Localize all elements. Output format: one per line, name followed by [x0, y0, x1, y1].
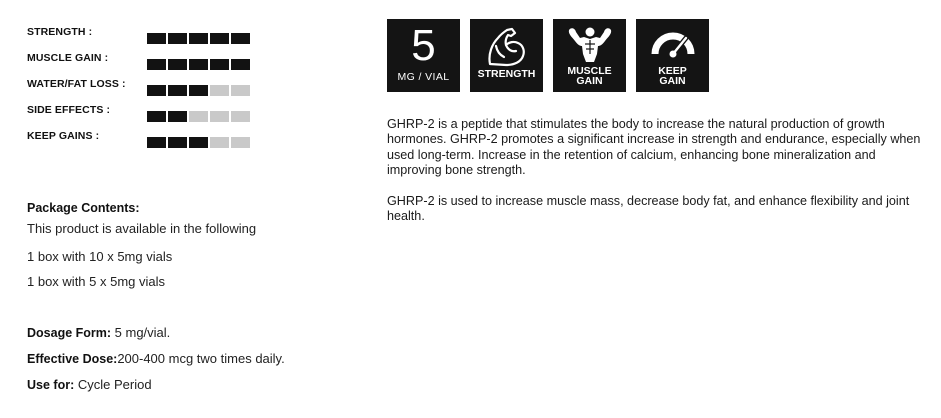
rating-segment-filled — [168, 59, 187, 70]
rating-label: MUSCLE GAIN : — [27, 52, 109, 64]
muscle-gain-badge — [553, 19, 626, 92]
muscle-gain-caption-line1: MUSCLE — [567, 65, 612, 77]
dosage-form-label: Dosage Form: — [27, 326, 112, 340]
package-contents — [27, 201, 256, 299]
rating-bar — [147, 137, 250, 148]
rating-segment-filled — [168, 85, 187, 96]
package-title: Package Contents: — [27, 201, 140, 215]
dosage-form-row — [27, 325, 285, 351]
package-option: 1 box with 10 x 5mg vials — [27, 249, 173, 264]
rating-segment-filled — [147, 137, 166, 148]
strength-caption: STRENGTH — [477, 68, 536, 80]
rating-label: WATER/FAT LOSS : — [27, 78, 126, 90]
rating-segment-filled — [147, 111, 166, 122]
bodybuilder-icon — [567, 24, 613, 66]
package-option: 1 box with 5 x 5mg vials — [27, 274, 166, 289]
rating-segment-filled — [168, 33, 187, 44]
use-for-label: Use for: — [27, 378, 75, 392]
product-description — [387, 117, 929, 239]
rating-segment-filled — [210, 33, 229, 44]
rating-bar — [147, 59, 250, 70]
rating-label: SIDE EFFECTS : — [27, 104, 111, 116]
rating-segment-empty — [189, 111, 208, 122]
dose-badge — [387, 19, 460, 92]
speedometer-icon — [650, 24, 696, 64]
rating-segment-filled — [189, 85, 208, 96]
rating-segment-filled — [168, 137, 187, 148]
use-for-value: Cycle Period — [74, 377, 152, 392]
rating-segment-empty — [231, 85, 250, 96]
effective-dose-row — [27, 351, 285, 377]
rating-bar — [147, 111, 250, 122]
rating-label: STRENGTH : — [27, 26, 93, 38]
package-intro: This product is available in the following — [27, 221, 257, 236]
rating-bar — [147, 33, 250, 44]
rating-segment-empty — [210, 111, 229, 122]
description-paragraph: GHRP-2 is used to increase muscle mass, decrease body fat, and enhance flexibility and joint health. — [387, 193, 910, 224]
dose-unit: MG / VIAL — [397, 71, 450, 83]
rating-label: KEEP GAINS : — [27, 130, 100, 142]
rating-segment-filled — [231, 33, 250, 44]
flexed-arm-icon — [484, 24, 530, 70]
rating-segment-filled — [147, 59, 166, 70]
effective-dose-value: 200-400 mcg two times daily. — [117, 351, 285, 366]
dose-number: 5 — [411, 21, 436, 70]
keep-gain-badge — [636, 19, 709, 92]
rating-segment-empty — [231, 111, 250, 122]
rating-segment-filled — [147, 85, 166, 96]
dosage-form-value: 5 mg/vial. — [111, 325, 171, 340]
rating-bar — [147, 85, 250, 96]
dosage-info — [27, 325, 285, 403]
rating-segment-filled — [231, 59, 250, 70]
strength-badge — [470, 19, 543, 92]
rating-segment-empty — [210, 85, 229, 96]
effective-dose-label: Effective Dose: — [27, 352, 118, 366]
description-paragraph: GHRP-2 is a peptide that stimulates the body to increase the natural production of growth hormones. GHRP-2 promotes a significant increase in strength and endurance, especially when used long-term. Increase in the retention of calcium, enhancing bone mineralization and improving bone strength. — [387, 117, 921, 178]
rating-segment-filled — [189, 137, 208, 148]
muscle-gain-caption-line2: GAIN — [576, 75, 603, 87]
rating-segment-filled — [189, 33, 208, 44]
rating-segment-filled — [210, 59, 229, 70]
rating-segment-filled — [147, 33, 166, 44]
use-for-row — [27, 377, 285, 403]
feature-badges — [387, 19, 709, 92]
rating-segment-empty — [231, 137, 250, 148]
rating-segment-filled — [168, 111, 187, 122]
rating-segment-empty — [210, 137, 229, 148]
keep-gain-caption-line1: KEEP — [658, 65, 687, 77]
keep-gain-caption-line2: GAIN — [659, 75, 686, 87]
rating-segment-filled — [189, 59, 208, 70]
